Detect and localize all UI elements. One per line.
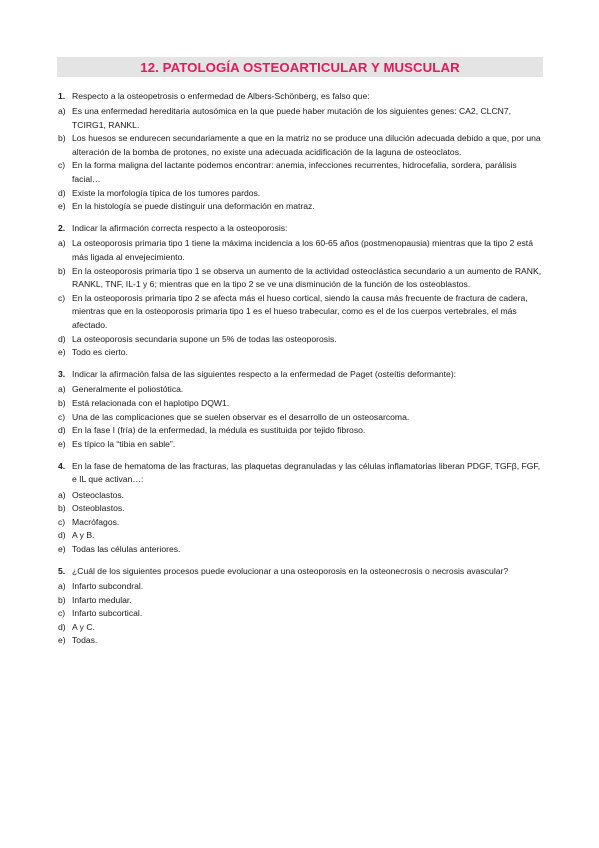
- option-text: En la osteoporosis primaria tipo 2 se afecta más el hueso cortical, siendo la causa más frecuente de fractura de cadera, mientras que en la osteoporosis primaria tipo 1 es el hueso trabecular, como es el de los cuerpos vertebrales, el más afectado.: [72, 292, 528, 330]
- option-text: Infarto subcortical.: [72, 608, 143, 619]
- answer-option: [58, 411, 544, 425]
- option-text: Macrófagos.: [72, 516, 120, 527]
- answer-option: [58, 200, 544, 214]
- option-text: En la fase I (fría) de la enfermedad, la médula es sustituida por tejido fibroso.: [72, 425, 366, 436]
- question-2: [58, 222, 544, 359]
- option-letter: b): [58, 265, 66, 276]
- answer-option: [58, 159, 544, 186]
- option-text: Osteoclastos.: [72, 489, 125, 500]
- option-text: Una de las complicaciones que se suelen observar es el desarrollo de un osteosarcoma.: [72, 411, 410, 422]
- option-text: Infarto subcondral.: [72, 581, 144, 592]
- question-number: 2.: [58, 223, 66, 234]
- question-stem: [58, 368, 544, 382]
- question-text: Respecto a la osteopetrosis o enfermedad de Albers-Schönberg, es falso que:: [72, 91, 370, 101]
- answer-option: [58, 292, 544, 333]
- question-4: [58, 460, 544, 557]
- option-letter: d): [58, 530, 66, 541]
- option-letter: a): [58, 106, 66, 117]
- option-letter: c): [58, 160, 66, 171]
- answer-option: [58, 187, 544, 201]
- option-letter: c): [58, 411, 66, 422]
- answer-option: [58, 424, 544, 438]
- option-text: Infarto medular.: [72, 594, 132, 605]
- option-letter: e): [58, 438, 66, 449]
- option-text: En la osteoporosis primaria tipo 1 se observa un aumento de la actividad osteoclástica secundario a un aumento de RANK, RANKL, TNF, IL-1 y 6; mientras que en la tipo 2 se ve una disminución de la función de los osteoblastos.: [72, 265, 542, 290]
- question-text: ¿Cuál de los siguientes procesos puede evolucionar a una osteoporosis en la osteonecrosis o necrosis avascular?: [72, 566, 509, 576]
- question-3: [58, 368, 544, 451]
- option-letter: b): [58, 503, 66, 514]
- option-text: A y C.: [72, 621, 95, 632]
- chapter-header: [57, 57, 543, 77]
- option-text: Osteoblastos.: [72, 503, 125, 514]
- answer-option: [58, 529, 544, 543]
- option-letter: c): [58, 292, 66, 303]
- answer-option: [58, 489, 544, 503]
- answer-option: [58, 438, 544, 452]
- answer-option: [58, 621, 544, 635]
- option-text: Está relacionada con el haplotipo DQW1.: [72, 397, 230, 408]
- option-letter: a): [58, 238, 66, 249]
- question-1: [58, 90, 544, 214]
- option-text: Los huesos se endurecen secundariamente a que en la matriz no se produce una dilución adecuada debido a que, por una alteración de la bomba de protones, no existe una adecuada acidificación de la laguna de osteoclatos.: [72, 133, 541, 157]
- question-number: 3.: [58, 369, 66, 380]
- option-text: Es típico la “tibia en sable”.: [72, 438, 176, 449]
- answer-option: [58, 397, 544, 411]
- question-stem: [58, 565, 544, 579]
- question-number: 5.: [58, 566, 66, 576]
- option-text: La osteoporosis primaria tipo 1 tiene la máxima incidencia a los 60-65 años (postmenopausia) mientras que la tipo 2 está más ligada al envejecimiento.: [72, 238, 533, 263]
- question-text: Indicar la afirmación correcta respecto a la osteoporosis:: [72, 223, 288, 234]
- question-stem: [58, 90, 544, 104]
- option-letter: b): [58, 397, 66, 408]
- question-stem: [58, 460, 544, 487]
- option-letter: c): [58, 516, 66, 527]
- answer-option: [58, 502, 544, 516]
- option-text: A y B.: [72, 530, 95, 541]
- answer-option: [58, 607, 544, 621]
- option-text: Todas las células anteriores.: [72, 543, 181, 554]
- option-letter: c): [58, 608, 66, 619]
- option-letter: e): [58, 347, 66, 358]
- option-text: Existe la morfología típica de los tumores pardos.: [72, 187, 261, 198]
- option-text: Es una enfermedad hereditaria autosómica en la que puede haber mutación de los siguientes genes: CA2, CLCN7, TCIRG1, RANKL.: [72, 106, 512, 130]
- answer-option: [58, 383, 544, 397]
- option-text: En la histología se puede distinguir una deformación en matraz.: [72, 201, 315, 212]
- answer-option: [58, 105, 544, 132]
- option-letter: d): [58, 187, 66, 198]
- answer-option: [58, 543, 544, 557]
- answer-option: [58, 580, 544, 594]
- answer-option: [58, 265, 544, 292]
- page-title: 12. PATOLOGÍA OSTEOARTICULAR Y MUSCULAR: [140, 59, 460, 75]
- option-text: La osteoporosis secundaria supone un 5% de todas las osteoporosis.: [72, 333, 337, 344]
- answer-option: [58, 634, 544, 648]
- answer-option: [58, 237, 544, 264]
- option-text: En la forma maligna del lactante podemos encontrar: anemia, infecciones recurrentes, hidrocefalia, sordera, parálisis facial…: [72, 160, 517, 185]
- question-text: Indicar la afirmación falsa de las siguientes respecto a la enfermedad de Paget (osteítis deformante):: [72, 369, 457, 380]
- option-letter: a): [58, 581, 66, 592]
- option-text: Todo es cierto.: [72, 347, 128, 358]
- answer-option: [58, 132, 544, 159]
- question-stem: [58, 222, 544, 236]
- answer-option: [58, 346, 544, 360]
- option-letter: d): [58, 425, 66, 436]
- question-list: [58, 90, 544, 657]
- option-letter: b): [58, 594, 66, 605]
- answer-option: [58, 333, 544, 347]
- option-letter: a): [58, 489, 66, 500]
- option-letter: d): [58, 333, 66, 344]
- question-text: En la fase de hematoma de las fracturas, las plaquetas degranuladas y las células inflamatorias liberan PDGF, TGFβ, FGF, e IL que activan…:: [72, 460, 541, 485]
- answer-option: [58, 594, 544, 608]
- option-letter: e): [58, 201, 66, 212]
- option-letter: e): [58, 635, 66, 646]
- question-5: [58, 565, 544, 648]
- option-letter: d): [58, 621, 66, 632]
- question-number: 4.: [58, 460, 66, 471]
- answer-option: [58, 516, 544, 530]
- option-text: Generalmente el poliostótica.: [72, 384, 184, 395]
- option-text: Todas.: [72, 635, 98, 646]
- question-number: 1.: [58, 91, 66, 101]
- option-letter: e): [58, 543, 66, 554]
- option-letter: a): [58, 384, 66, 395]
- option-letter: b): [58, 133, 66, 144]
